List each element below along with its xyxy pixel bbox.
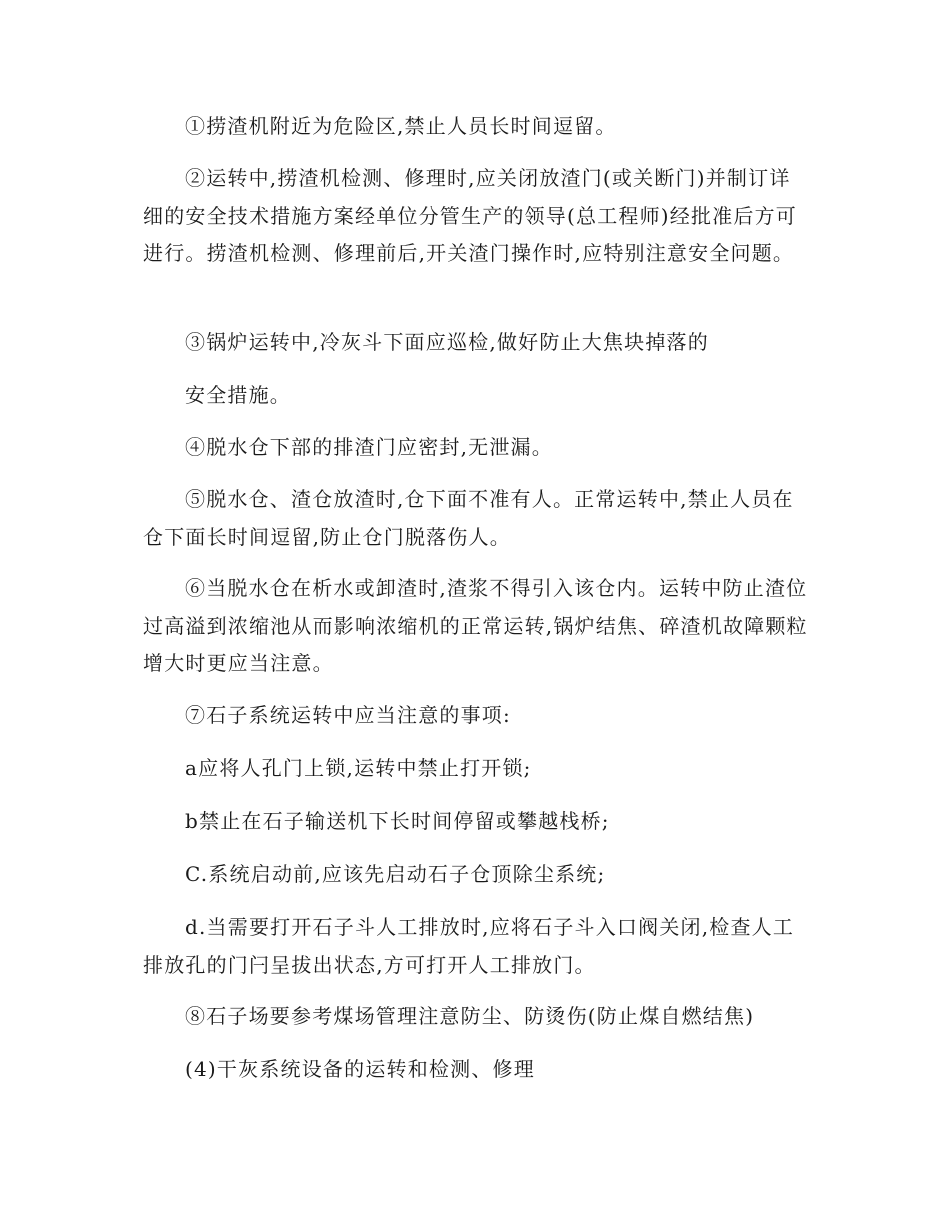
paragraph-sub-d: d.当需要打开石子斗人工排放时,应将石子斗入口阀关闭,检查人工排放孔的门闩呈拔出状态,方可打开人工排放门。 (143, 915, 795, 977)
paragraph-item-7: ⑦石子系统运转中应当注意的事项: (185, 703, 511, 727)
paragraph-item-6: ⑥当脱水仓在析水或卸渣时,渣浆不得引入该仓内。运转中防止渣位过高溢到浓缩池从而影响浓缩机的正常运转,锅炉结焦、碎渣机故障颗粒增大时更应当注意。 (143, 576, 808, 675)
paragraph-sub-c: C.系统启动前,应该先启动石子仓顶除尘系统; (185, 862, 606, 886)
paragraph-item-8: ⑧石子场要参考煤场管理注意防尘、防烫伤(防止煤自燃结焦) (185, 1004, 755, 1028)
section-heading-4: (4)干灰系统设备的运转和检测、修理 (185, 1057, 535, 1081)
paragraph-item-3-continued: 安全措施。 (185, 383, 291, 407)
paragraph-item-5: ⑤脱水仓、渣仓放渣时,仓下面不准有人。正常运转中,禁止人员在仓下面长时间逗留,防止仓门脱落伤人。 (143, 487, 794, 549)
paragraph-item-4: ④脱水仓下部的排渣门应密封,无泄漏。 (185, 435, 553, 459)
paragraph-item-1: ①捞渣机附近为危险区,禁止人员长时间逗留。 (185, 114, 617, 138)
paragraph-sub-b: b禁止在石子输送机下长时间停留或攀越栈桥; (185, 809, 610, 833)
paragraph-item-3: ③锅炉运转中,冷灰斗下面应巡检,做好防止大焦块掉落的 (185, 330, 709, 354)
paragraph-sub-a: a应将人孔门上锁,运转中禁止打开锁; (185, 756, 532, 780)
paragraph-item-2: ②运转中,捞渣机检测、修理时,应关闭放渣门(或关断门)并制订详细的安全技术措施方案经单位分管生产的领导(总工程师)经批准后方可进行。捞渣机检测、修理前后,开关渣门操作时,应特别注意安全问题。 (143, 166, 798, 265)
